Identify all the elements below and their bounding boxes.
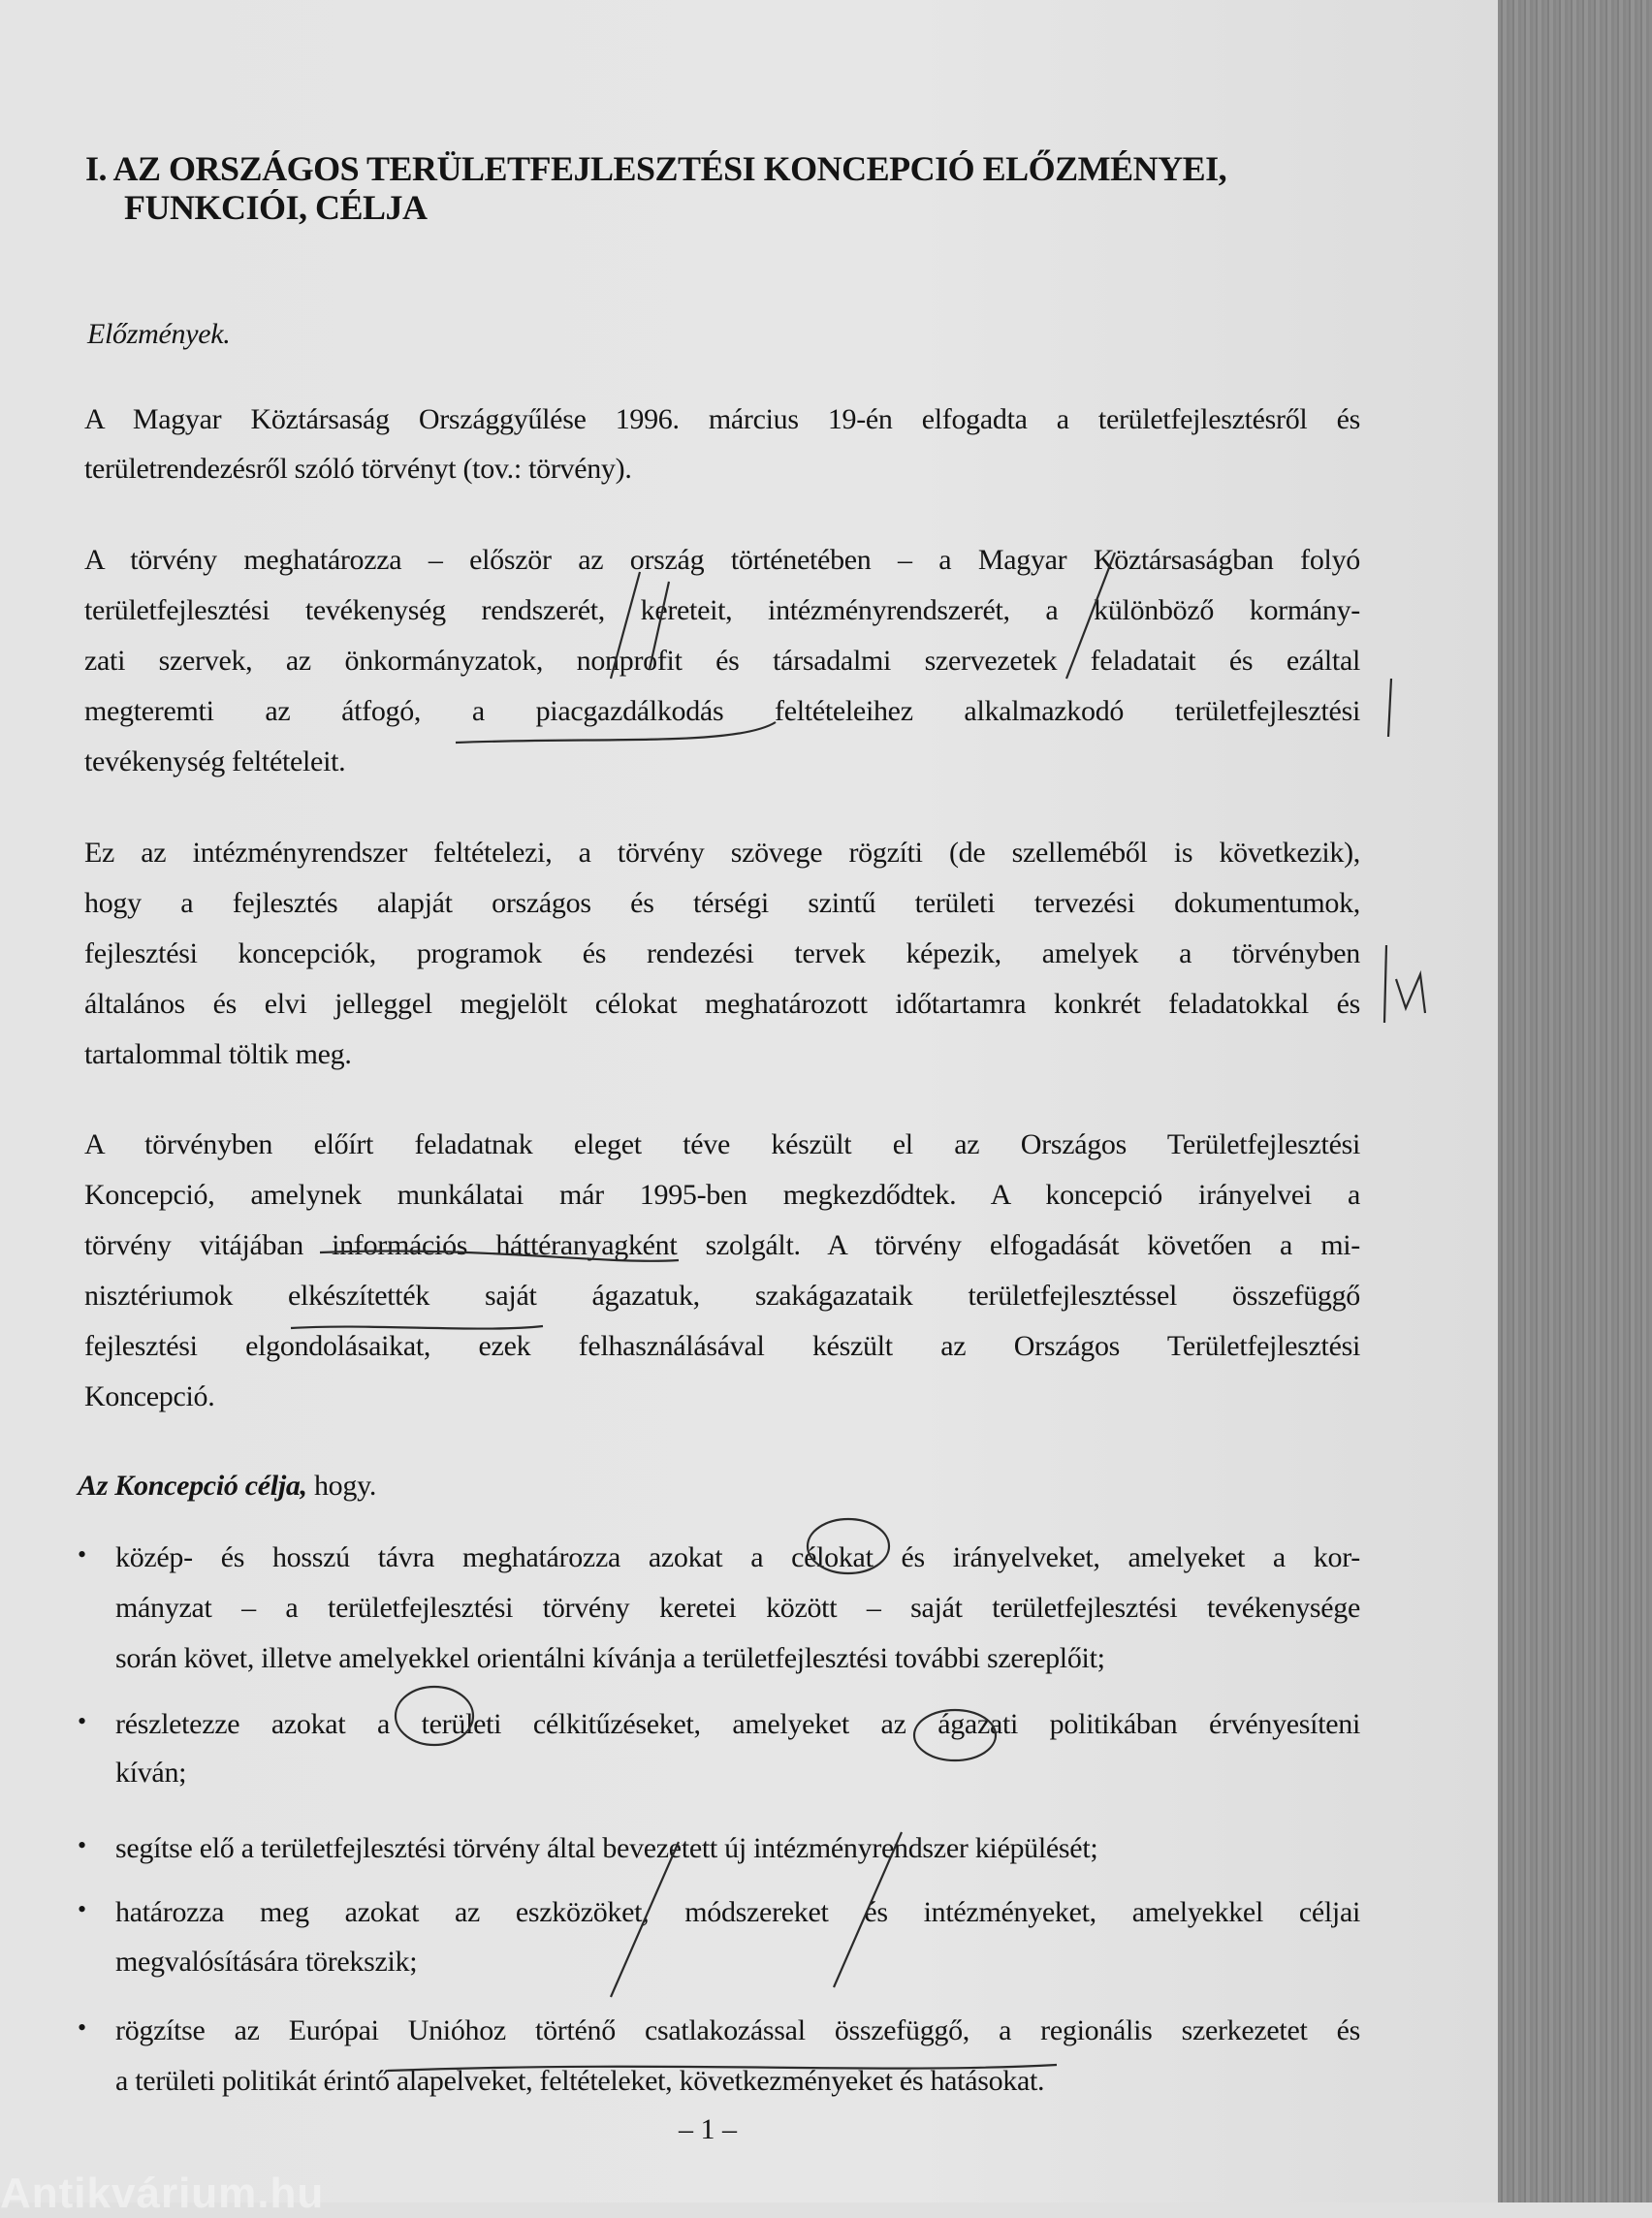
- pencil-underline: [456, 722, 776, 743]
- paragraph-line: fejlesztési elgondolásaikat, ezek felhasználásával készült az Országos Területfejlesztési: [84, 1330, 1360, 1362]
- paragraph-line: Koncepció.: [84, 1380, 215, 1412]
- bullet-icon: •: [78, 1707, 87, 1735]
- paragraph-line: tartalommal töltik meg.: [84, 1038, 352, 1070]
- paragraph-line: fejlesztési koncepciók, programok és rendezési tervek képezik, amelyek a törvényben: [84, 937, 1360, 969]
- bullet-line: rögzítse az Európai Unióhoz történő csatlakozással összefüggő, a regionális szerkezetet és: [115, 2014, 1360, 2046]
- bullet-line: megvalósítására törekszik;: [115, 1946, 418, 1978]
- pencil-circle: [914, 1710, 996, 1760]
- bullet-line: kíván;: [115, 1757, 187, 1789]
- paragraph-line: A törvény meghatározza – először az ország történetében – a Magyar Köztársaságban folyó: [84, 544, 1360, 576]
- pencil-circle: [808, 1519, 889, 1573]
- bullet-line: mányzat – a területfejlesztési törvény keretei között – saját területfejlesztési tevékenysége: [115, 1592, 1360, 1624]
- margin-marks: [1384, 679, 1425, 1023]
- bullet-icon: •: [78, 1895, 87, 1923]
- bullet-line: közép- és hosszú távra meghatározza azokat a célokat és irányelveket, amelyeket a kor-: [115, 1541, 1360, 1573]
- bullet-line: során követ, illetve amelyekkel orientálni kívánja a területfejlesztési további szereplőit;: [115, 1642, 1105, 1674]
- watermark-logo: Antikvárium.hu: [0, 2170, 325, 2217]
- paragraph-line: nisztériumok elkészítették saját ágazatuk, szakágazataik területfejlesztéssel összefüggő: [84, 1280, 1360, 1312]
- paragraph-line: A törvényben előírt feladatnak eleget téve készült el az Országos Területfejlesztési: [84, 1128, 1360, 1160]
- bullet-line: a területi politikát érintő alapelveket, feltételeket, következményeket és hatásokat.: [115, 2065, 1045, 2097]
- heading-line-2: FUNKCIÓI, CÉLJA: [124, 188, 428, 227]
- paragraph-line: általános és elvi jelleggel megjelölt célokat meghatározott időtartamra konkrét feladatokkal és: [84, 988, 1360, 1020]
- paragraph-line: törvény vitájában információs háttéranyagként szolgált. A törvény elfogadását követően a mi-: [84, 1229, 1360, 1261]
- bullet-line: segítse elő a területfejlesztési törvény által bevezetett új intézményrendszer kiépülését;: [115, 1832, 1098, 1864]
- bullet-icon: •: [78, 2013, 87, 2042]
- paragraph-line: területrendezésről szóló törvényt (tov.: törvény).: [84, 453, 632, 485]
- pencil-strokes: [388, 1832, 1057, 2071]
- paragraph-line: Ez az intézményrendszer feltételezi, a törvény szövege rögzíti (de szelleméből is következik),: [84, 837, 1360, 869]
- paragraph-line: tevékenység feltételeit.: [84, 745, 346, 777]
- page-number: – 1 –: [679, 2113, 737, 2145]
- paragraph-line: hogy a fejlesztés alapját országos és térségi szintű területi tervezési dokumentumok,: [84, 887, 1360, 919]
- subheading: Előzmények.: [87, 318, 231, 350]
- bullet-icon: •: [78, 1540, 87, 1568]
- goal-intro-italic: Az Koncepció célja,: [78, 1470, 307, 1502]
- paragraph-line: zati szervek, az önkormányzatok, nonprofit és társadalmi szervezetek feladatait és ezáltal: [84, 645, 1360, 677]
- bullet-icon: •: [78, 1831, 87, 1859]
- bullet-line: részletezze azokat a területi célkitűzéseket, amelyeket az ágazati politikában érvényesíteni: [115, 1708, 1360, 1740]
- bullet-line: határozza meg azokat az eszközöket, módszereket és intézményeket, amelyekkel céljai: [115, 1896, 1360, 1928]
- heading-line-1: I. AZ ORSZÁGOS TERÜLETFEJLESZTÉSI KONCEPCIÓ ELŐZMÉNYEI,: [85, 149, 1227, 188]
- paragraph-line: megteremti az átfogó, a piacgazdálkodás feltételeihez alkalmazkodó területfejlesztési: [84, 695, 1360, 727]
- pencil-circle: [396, 1687, 473, 1745]
- paragraph-line: A Magyar Köztársaság Országgyűlése 1996. március 19-én elfogadta a területfejlesztésről és: [84, 403, 1360, 435]
- goal-intro-rest: hogy.: [306, 1470, 377, 1502]
- pencil-underline: [291, 1251, 679, 1328]
- paragraph-line: Koncepció, amelynek munkálatai már 1995-ben megkezdődtek. A koncepció irányelvei a: [84, 1179, 1360, 1211]
- paragraph-line: területfejlesztési tevékenység rendszerét, kereteit, intézményrendszerét, a különböző kormány-: [84, 594, 1360, 626]
- pencil-strokes: [611, 553, 1115, 679]
